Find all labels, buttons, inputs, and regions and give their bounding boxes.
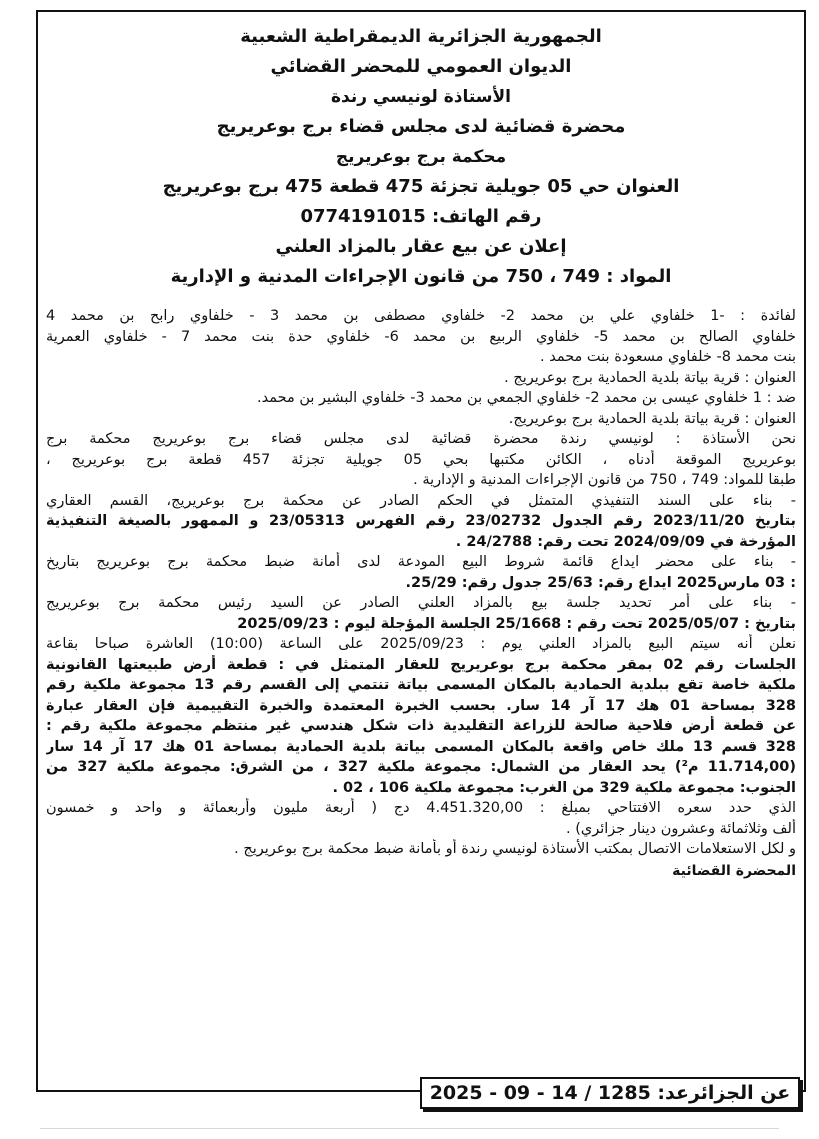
body-line: الجلسات رقم 02 بمقر محكمة برج بوعريريج للعقار المتمثل في : قطعة أرض طبيعتها القانونية (46, 656, 796, 673)
notice-frame (36, 10, 806, 1092)
body-line: بتاريخ 2023/11/20 رقم الجدول 23/02732 رقم الفهرس 23/05313 و الممهور بالصيغة التنفيذية (46, 513, 796, 529)
notice-content (46, 22, 796, 882)
body-line: العنوان : قرية بياتة بلدية الحمادية برج بوعريريج . (504, 369, 796, 386)
body-line: : 03 مارس2025 ايداع رقم: 25/63 جدول رقم: 25/29. (405, 574, 796, 591)
republic-title: الجمهورية الجزائرية الديمقراطية الشعبية (240, 26, 602, 47)
body-line: نحن الأستاذة : لونيسي رندة محضرة قضائية لدى مجلس قضاء برج بوعريريج محكمة برج (46, 431, 796, 447)
footer-divider (40, 1128, 779, 1129)
body-line: ملكية خاصة تقع ببلدية الحمادية بالمكان المسمى بياتة تنتمي إلى القسم رقم 13 مجموعة ملكية رقم (46, 677, 796, 693)
body-line: 328 قسم 13 ملك خاص واقعة بالمكان المسمى بياتة بلدية الحمادية بمساحة 01 هك 17 آر 14 سار (46, 738, 796, 755)
body-line: الذي حدد سعره الافتتاحي بمبلغ : 4.451.320,00 دج ( أربعة مليون وأربعمائة و واحد و خمسون (46, 800, 796, 816)
body-line: 328 بمساحة 01 هك 17 آر 14 سار. بحسب الخبرة المعتمدة والخبرة التقييمية فإن العقار عبارة (46, 697, 796, 714)
body-line: و لكل الاستعلامات الاتصال بمكتب الأستاذة لونيسي رندة أو بأمانة ضبط محكمة برج بوعريريج . (234, 841, 796, 857)
body-line: طبقا للمواد: 749 ، 750 من قانون الإجراءات المدنية و الإدارية . (413, 472, 796, 488)
body-line: (11.714,00 م²) يحد العقار من الشمال: مجموعة ملكية 327 ، من الشرق: مجموعة ملكية 327 من (46, 759, 796, 775)
body-line: - بناء على أمر تحديد جلسة بيع بالمزاد العلني الصادر عن السيد رئيس محكمة برج بوعريريج (46, 595, 796, 611)
office-address: العنوان حي 05 جويلية تجزئة 475 قطعة 475 برج بوعريريج (162, 176, 680, 197)
body-line: بتاريخ : 2025/05/07 تحت رقم : 25/1668 الجلسة المؤجلة ليوم : 2025/09/23 (237, 615, 796, 632)
office-title: الديوان العمومي للمحضر القضائي (270, 56, 572, 77)
signature: المحضرة القضائية (672, 862, 796, 879)
body-line: خلفاوي الصالح بن محمد 5- خلفاوي الربيع بن محمد 6- خلفاوي حدة بنت محمد 7 - خلفاوي العمرية (46, 328, 796, 345)
body-line: - بناء على محضر ايداع قائمة شروط البيع المودعة لدى أمانة ضبط محكمة برج بوعريريج بتاريخ (46, 554, 796, 570)
body-line: العنوان : قرية بياتة بلدية الحمادية برج بوعريريج. (508, 410, 796, 427)
legal-articles: المواد : 749 ، 750 من قانون الإجراءات المدنية و الإدارية (170, 266, 672, 287)
body-line: عن قطعة أرض فلاحية صالحة للزراعة التقليدية ذات شكل هندسي غير منتظم مجموعة ملكية رقم : (46, 718, 796, 734)
body-line: - بناء على السند التنفيذي المتمثل في الحكم الصادر عن محكمة برج بوعريريج، القسم العقاري (46, 492, 796, 509)
body-line: المؤرخة في 2024/09/09 تحت رقم: 24/2788 . (455, 533, 796, 550)
body-line: بوعريريج الموقعة أدناه ، الكائن مكتبها بحي 05 جويلية تجزئة 457 قطعة برج بوعريريج ، (46, 451, 796, 468)
body-line: بنت محمد 8- خلفاوي مسعودة بنت محمد . (539, 349, 796, 365)
body-line: ضد : 1 خلفاوي عيسى بن محمد 2- خلفاوي الجمعي بن محمد 3- خلفاوي البشير بن محمد. (257, 390, 796, 406)
office-phone: رقم الهاتف: 0774191015 (300, 206, 542, 227)
court-name: محكمة برج بوعريريج (335, 147, 507, 167)
officer-title: محضرة قضائية لدى مجلس قضاء برج بوعريريج (216, 116, 626, 137)
publication-reference: عن الجزائرعد: 1285 / 14 - 09 - 2025 (420, 1077, 800, 1109)
body-line: لفائدة : -1 خلفاوي علي بن محمد 2- خلفاوي مصطفى بن محمد 3 - خلفاوي رابح بن محمد 4 (46, 308, 796, 324)
body-line: نعلن أنه سيتم البيع بالمزاد العلني يوم : 2025/09/23 على الساعة (10:00) العاشرة صباحا بقاعة (46, 636, 796, 652)
body-line: ألف وثلاثمائة وعشرون دينار جزائري) . (565, 820, 796, 837)
body-line: الجنوب: مجموعة ملكية 329 من الغرب: مجموعة ملكية 106 ، 02 . (332, 779, 796, 796)
announcement-title: إعلان عن بيع عقار بالمزاد العلني (275, 236, 567, 257)
officer-name: الأستاذة لونيسي رندة (330, 87, 511, 107)
